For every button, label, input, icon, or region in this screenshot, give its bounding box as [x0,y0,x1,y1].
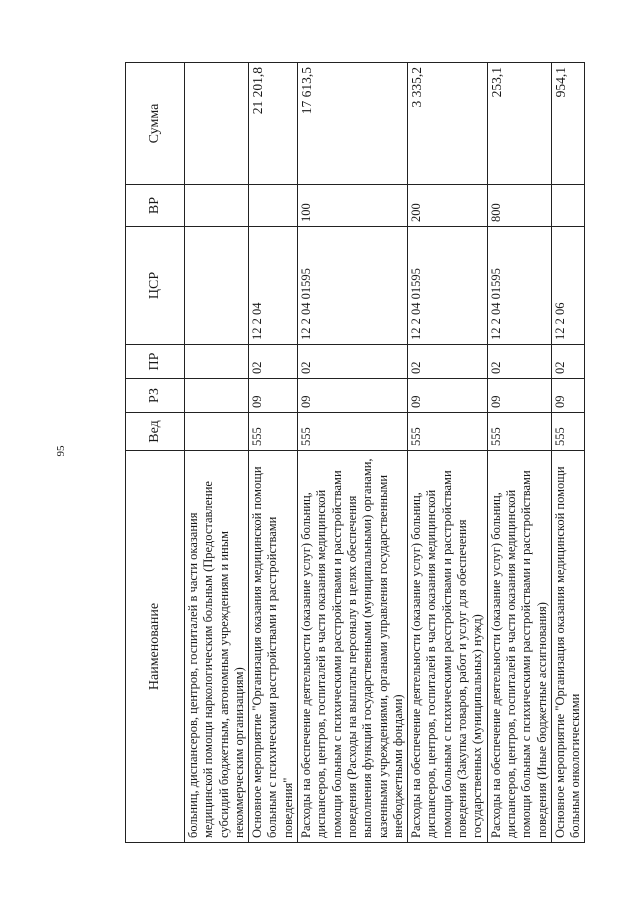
header-csr: ЦСР [126,227,185,345]
cell-csr: 12 2 06 [551,227,585,345]
cell-name: Основное мероприятие "Организация оказания медицинской помощи больным онкологическими [551,451,585,843]
header-pr: ПР [126,345,185,379]
table-row [551,63,585,843]
cell-ved: 555 [408,413,487,451]
table-row [249,63,298,843]
cell-rz: 09 [249,379,298,413]
cell-name: Расходы на обеспечение деятельности (оказание услуг) больниц, диспансеров, центров, госпиталей в части оказания медицинской помощи больным с психическими расстройствами и расстройствами поведения (Закупка товаров, работ и услуг для обеспечения государственных (муниципальных) нужд) [408,451,487,843]
table-row [185,63,249,843]
cell-name: Расходы на обеспечение деятельности (оказание услуг) больниц, диспансеров, центров, госпиталей в части оказания медицинской помощи больным с психическими расстройствами и расстройствами поведения (Расходы на выплаты персоналу в целях обеспечения выполнения функций государственными (муниципальными) органами, казенными учреждениями, органами управления государственными внебюджетными фондами) [298,451,408,843]
cell-ved: 555 [249,413,298,451]
cell-pr: 02 [249,345,298,379]
cell-csr: 12 2 04 01595 [298,227,408,345]
cell-ved: 555 [551,413,585,451]
cell-rz: 09 [408,379,487,413]
cell-name: Расходы на обеспечение деятельности (оказание услуг) больниц, диспансеров, центров, госпиталей в части оказания медицинской помощи больным с психическими расстройствами и расстройствами поведения (Иные бюджетные ассигнования) [487,451,551,843]
cell-vr: 100 [298,185,408,227]
cell-rz [185,379,249,413]
table-header-row [126,63,185,843]
cell-ved [185,413,249,451]
table-row [408,63,487,843]
cell-pr: 02 [487,345,551,379]
cell-sum [185,63,249,185]
cell-sum: 17 613,5 [298,63,408,185]
cell-vr: 800 [487,185,551,227]
cell-vr [185,185,249,227]
cell-pr: 02 [551,345,585,379]
cell-sum: 3 335,2 [408,63,487,185]
cell-csr: 12 2 04 [249,227,298,345]
budget-table [125,62,585,843]
cell-pr: 02 [408,345,487,379]
cell-vr [249,185,298,227]
cell-rz: 09 [487,379,551,413]
cell-pr [185,345,249,379]
cell-rz: 09 [298,379,408,413]
cell-ved: 555 [487,413,551,451]
cell-sum: 954,1 [551,63,585,185]
header-sum: Сумма [126,63,185,185]
cell-rz: 09 [551,379,585,413]
rotated-table-wrapper [125,63,600,843]
header-rz: РЗ [126,379,185,413]
cell-name: больниц, диспансеров, центров, госпиталей в части оказания медицинской помощи наркологическим больным (Предоставление субсидий бюджетным, автономным учреждениям и иным некоммерческим организациям) [185,451,249,843]
page-number: 95 [55,445,67,457]
cell-ved: 555 [298,413,408,451]
cell-csr: 12 2 04 01595 [487,227,551,345]
cell-name: Основное мероприятие "Организация оказания медицинской помощи больным с психическими расстройствами и расстройствами поведения" [249,451,298,843]
header-ved: Вед [126,413,185,451]
cell-pr: 02 [298,345,408,379]
header-vr: ВР [126,185,185,227]
header-name: Наименование [126,451,185,843]
table-row [298,63,408,843]
cell-sum: 253,1 [487,63,551,185]
cell-csr: 12 2 04 01595 [408,227,487,345]
cell-sum: 21 201,8 [249,63,298,185]
table-row [487,63,551,843]
cell-vr [551,185,585,227]
cell-csr [185,227,249,345]
cell-vr: 200 [408,185,487,227]
